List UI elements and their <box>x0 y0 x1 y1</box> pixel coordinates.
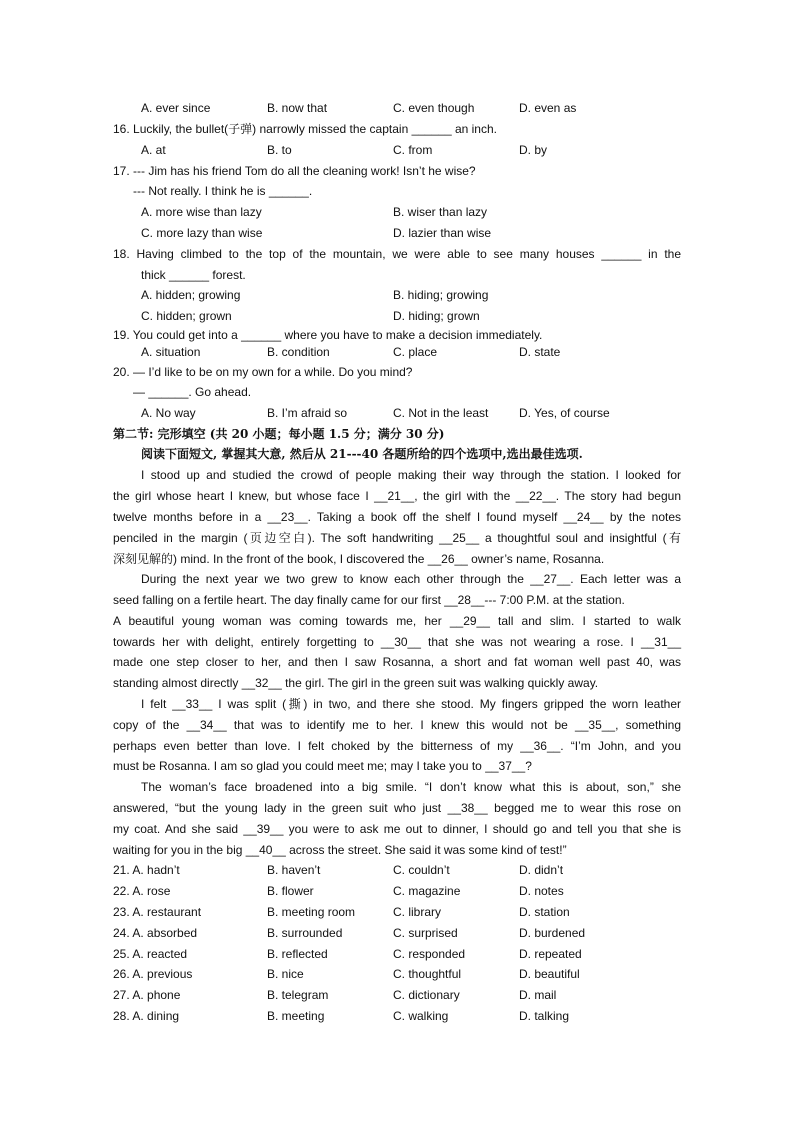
text-line: the girl whose heart I knew, but whose face I __21__, the girl with the __22__. The story had begun <box>113 489 681 503</box>
option-text: B. surrounded <box>267 926 343 940</box>
option-text: C. even though <box>393 101 475 115</box>
text-line: must be Rosanna. I am so glad you could meet me; may I take you to __37__? <box>113 759 532 773</box>
option-text: 21. A. hadn’t <box>113 863 180 877</box>
option-text: B. nice <box>267 967 304 981</box>
option-text: A. hidden; growing <box>141 288 241 302</box>
option-row <box>141 405 709 421</box>
option-text: D. Yes, of course <box>519 406 610 420</box>
option-text: C. more lazy than wise <box>141 226 263 240</box>
option-text: B. meeting room <box>267 905 356 919</box>
option-text: C. from <box>393 143 433 157</box>
option-row <box>113 883 681 899</box>
text-line: standing almost directly __32__ the girl. The girl in the green suit was walking quickly away. <box>113 676 599 690</box>
option-row <box>141 287 709 303</box>
option-text: C. walking <box>393 1009 449 1023</box>
option-text: B. haven’t <box>267 863 321 877</box>
option-row <box>141 308 709 324</box>
option-text: B. reflected <box>267 947 328 961</box>
text-line: thick ______ forest. <box>141 268 246 282</box>
option-text: B. condition <box>267 345 330 359</box>
option-text: D. mail <box>519 988 557 1002</box>
option-text: D. hiding; grown <box>393 309 480 323</box>
option-text: D. repeated <box>519 947 582 961</box>
text-line: 20. — I’d like to be on my own for a while. Do you mind? <box>113 365 413 379</box>
option-text: B. wiser than lazy <box>393 205 488 219</box>
text-line: penciled in the margin (页边空白). The soft handwriting __25__ a thoughtful soul and insightful (有 <box>113 531 681 545</box>
section-heading: 第二节: 完形填空 (共 20 小题；每小题 1.5 分；满分 30 分) <box>113 427 445 441</box>
text-line: During the next year we two grew to know each other through the __27__. Each letter was a <box>141 572 681 586</box>
text-line: 18. Having climbed to the top of the mountain, we were able to see many houses ______ in the <box>113 247 681 261</box>
option-text: A. more wise than lazy <box>141 205 262 219</box>
option-row <box>141 225 709 241</box>
option-text: C. library <box>393 905 442 919</box>
option-row <box>141 204 709 220</box>
option-text: B. hiding; growing <box>393 288 489 302</box>
option-text: C. responded <box>393 947 466 961</box>
option-text: B. telegram <box>267 988 329 1002</box>
option-text: C. hidden; grown <box>141 309 232 323</box>
text-line: waiting for you in the big __40__ across the street. She said it was some kind of test!” <box>113 843 567 857</box>
option-text: C. Not in the least <box>393 406 489 420</box>
option-row <box>113 987 681 1003</box>
option-text: 26. A. previous <box>113 967 193 981</box>
text-line: 16. Luckily, the bullet(子弹) narrowly missed the captain ______ an inch. <box>113 122 497 136</box>
option-text: C. magazine <box>393 884 461 898</box>
text-line: I stood up and studied the crowd of people making their way through the station. I looked for <box>141 468 681 482</box>
text-line: --- Not really. I think he is ______. <box>133 184 313 198</box>
text-line: 深刻见解的) mind. In the front of the book, I discovered the __26__ owner’s name, Rosanna. <box>113 552 605 566</box>
option-text: A. situation <box>141 345 201 359</box>
option-text: C. thoughtful <box>393 967 462 981</box>
option-text: B. now that <box>267 101 328 115</box>
option-text: D. talking <box>519 1009 570 1023</box>
option-row <box>141 142 709 158</box>
option-text: C. surprised <box>393 926 458 940</box>
text-line: my coat. And she said __39__ you were to ask me out to dinner, I should go and tell you that she is <box>113 822 681 836</box>
option-text: 24. A. absorbed <box>113 926 198 940</box>
option-text: A. No way <box>141 406 196 420</box>
option-text: B. meeting <box>267 1009 325 1023</box>
option-text: D. notes <box>519 884 564 898</box>
option-text: D. burdened <box>519 926 586 940</box>
option-text: C. couldn’t <box>393 863 450 877</box>
option-text: B. to <box>267 143 292 157</box>
option-text: 25. A. reacted <box>113 947 188 961</box>
option-text: D. beautiful <box>519 967 580 981</box>
option-row <box>113 925 681 941</box>
option-row <box>113 946 681 962</box>
text-line: I felt __33__ I was split (撕) in two, and there she stood. My fingers gripped the worn leather <box>141 697 681 711</box>
option-text: 23. A. restaurant <box>113 905 202 919</box>
option-row <box>113 1008 681 1024</box>
option-text: 27. A. phone <box>113 988 181 1002</box>
option-text: D. state <box>519 345 561 359</box>
option-text: C. dictionary <box>393 988 460 1002</box>
text-line: 17. --- Jim has his friend Tom do all the cleaning work! Isn’t he wise? <box>113 164 476 178</box>
text-line: perhaps even better than love. I felt choked by the bitterness of my __36__. “I’m John, and you <box>113 739 681 753</box>
option-text: 22. A. rose <box>113 884 171 898</box>
option-row <box>113 862 681 878</box>
text-line: made one step closer to her, and then I saw Rosanna, a short and fat woman well past 40, was <box>113 655 681 669</box>
text-line: answered, “but the young lady in the green suit who just __38__ begged me to wear this rose on <box>113 801 681 815</box>
option-row <box>113 966 681 982</box>
option-text: B. flower <box>267 884 314 898</box>
option-row <box>113 904 681 920</box>
option-text: 28. A. dining <box>113 1009 180 1023</box>
option-text: A. ever since <box>141 101 211 115</box>
text-line: twelve months before in a __23__. Taking a book off the shelf I found myself __24__ by the notes <box>113 510 681 524</box>
text-line: The woman’s face broadened into a big smile. “I don’t know what this is about, son,” she <box>141 780 681 794</box>
option-text: A. at <box>141 143 166 157</box>
option-text: D. didn’t <box>519 863 564 877</box>
text-line: — ______. Go ahead. <box>133 385 252 399</box>
text-line: A beautiful young woman was coming towards me, her __29__ tall and slim. I started to walk <box>113 614 681 628</box>
option-text: C. place <box>393 345 438 359</box>
text-line: 19. You could get into a ______ where you have to make a decision immediately. <box>113 328 543 342</box>
text-line: towards her with delight, entirely forgetting to __30__ that she was not wearing a rose. I __31__ <box>113 635 681 649</box>
text-line: seed falling on a fertile heart. The day finally came for our first __28__--- 7:00 P.M. at the station. <box>113 593 625 607</box>
option-text: D. even as <box>519 101 577 115</box>
option-text: D. lazier than wise <box>393 226 492 240</box>
option-text: D. by <box>519 143 548 157</box>
option-text: B. I’m afraid so <box>267 406 348 420</box>
text-line: copy of the __34__ that was to identify me to her. I knew this would not be __35__, something <box>113 718 681 732</box>
option-row <box>141 100 709 116</box>
option-row <box>141 344 709 360</box>
section-heading: 阅读下面短文, 掌握其大意, 然后从 21---40 各题所给的四个选项中,选出最佳选项. <box>141 447 583 461</box>
option-text: D. station <box>519 905 570 919</box>
